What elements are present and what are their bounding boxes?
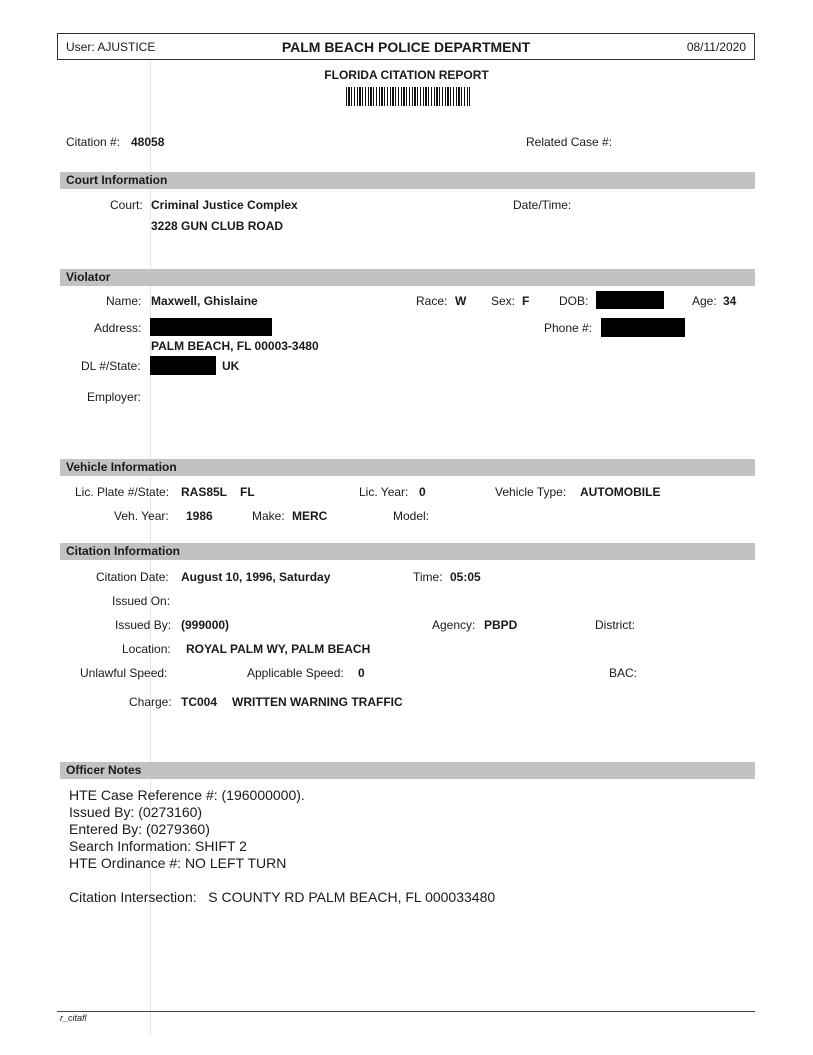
- vehicle-type-value: AUTOMOBILE: [580, 485, 661, 499]
- address-label: Address:: [94, 321, 142, 335]
- barcode-icon: [346, 87, 470, 106]
- charge-code: TC004: [181, 695, 218, 709]
- note-spacer: [69, 872, 495, 889]
- race-value: W: [455, 294, 467, 308]
- dob-redaction: [596, 291, 664, 309]
- section-vehicle-information: Vehicle Information: [60, 459, 755, 476]
- note-line: HTE Case Reference #: (196000000).: [69, 787, 305, 803]
- note-line: Search Information: SHIFT 2: [69, 838, 247, 854]
- dl-state: UK: [222, 359, 240, 373]
- veh-year-value: 1986: [186, 509, 213, 523]
- lic-year-value: 0: [419, 485, 426, 499]
- court-datetime-label: Date/Time:: [513, 198, 572, 212]
- agency-value: PBPD: [484, 618, 518, 632]
- violator-name: Maxwell, Ghislaine: [151, 294, 258, 308]
- plate-label: Lic. Plate #/State:: [75, 485, 170, 499]
- issued-by-value: (999000): [181, 618, 230, 632]
- phone-redaction: [601, 318, 685, 337]
- bac-label: BAC:: [609, 666, 638, 680]
- lic-year-label: Lic. Year:: [359, 485, 409, 499]
- model-label: Model:: [393, 509, 430, 523]
- citation-number: 48058: [131, 135, 165, 149]
- print-date: 08/11/2020: [686, 40, 746, 54]
- race-label: Race:: [416, 294, 448, 308]
- footer-form-id: r_citafl: [60, 1013, 87, 1023]
- report-title: FLORIDA CITATION REPORT: [324, 68, 489, 82]
- officer-notes-body: [69, 787, 495, 906]
- citation-number-label: Citation #:: [66, 135, 121, 149]
- sex-value: F: [522, 294, 530, 308]
- related-case-label: Related Case #:: [526, 135, 613, 149]
- district-label: District:: [595, 618, 635, 632]
- note-line: Issued By: (0273160): [69, 804, 203, 820]
- time-label: Time:: [413, 570, 443, 584]
- employer-label: Employer:: [87, 390, 142, 404]
- name-label: Name:: [106, 294, 142, 308]
- dl-redaction: [150, 356, 216, 375]
- issued-by-label: Issued By:: [115, 618, 172, 632]
- court-label: Court:: [110, 198, 143, 212]
- section-citation-information: Citation Information: [60, 543, 755, 560]
- plate-number: RAS85L: [181, 485, 228, 499]
- make-label: Make:: [252, 509, 285, 523]
- court-name: Criminal Justice Complex: [151, 198, 298, 212]
- note-line: Entered By: (0279360): [69, 821, 210, 837]
- address-city: PALM BEACH, FL 00003-3480: [151, 339, 319, 353]
- citation-date-label: Citation Date:: [96, 570, 169, 584]
- citation-intersection: Citation Intersection: S COUNTY RD PALM BEACH, FL 000033480: [69, 889, 496, 905]
- user-label: User: AJUSTICE: [66, 40, 156, 54]
- dl-label: DL #/State:: [81, 359, 141, 373]
- sex-label: Sex:: [491, 294, 516, 308]
- unlawful-speed-label: Unlawful Speed:: [80, 666, 168, 680]
- department-title: PALM BEACH POLICE DEPARTMENT: [281, 39, 531, 55]
- make-value: MERC: [292, 509, 328, 523]
- note-line: HTE Ordinance #: NO LEFT TURN: [69, 855, 287, 871]
- vehicle-type-label: Vehicle Type:: [495, 485, 567, 499]
- phone-label: Phone #:: [544, 321, 593, 335]
- applicable-speed-value: 0: [358, 666, 365, 680]
- age-value: 34: [723, 294, 737, 308]
- report-header: [57, 33, 755, 60]
- charge-description: WRITTEN WARNING TRAFFIC: [232, 695, 403, 709]
- time-value: 05:05: [450, 570, 481, 584]
- location-label: Location:: [122, 642, 171, 656]
- charge-label: Charge:: [129, 695, 172, 709]
- address-redaction: [150, 318, 272, 336]
- citation-date-value: August 10, 1996, Saturday: [181, 570, 331, 584]
- section-violator: Violator: [60, 269, 755, 286]
- court-address: 3228 GUN CLUB ROAD: [151, 219, 284, 233]
- age-label: Age:: [692, 294, 717, 308]
- veh-year-label: Veh. Year:: [114, 509, 169, 523]
- issued-on-label: Issued On:: [112, 594, 171, 608]
- applicable-speed-label: Applicable Speed:: [247, 666, 344, 680]
- footer-divider: [57, 1011, 755, 1012]
- agency-label: Agency:: [432, 618, 476, 632]
- dob-label: DOB:: [559, 294, 589, 308]
- section-court-information: Court Information: [60, 172, 755, 189]
- section-officer-notes: Officer Notes: [60, 762, 755, 779]
- plate-state: FL: [240, 485, 255, 499]
- location-value: ROYAL PALM WY, PALM BEACH: [186, 642, 371, 656]
